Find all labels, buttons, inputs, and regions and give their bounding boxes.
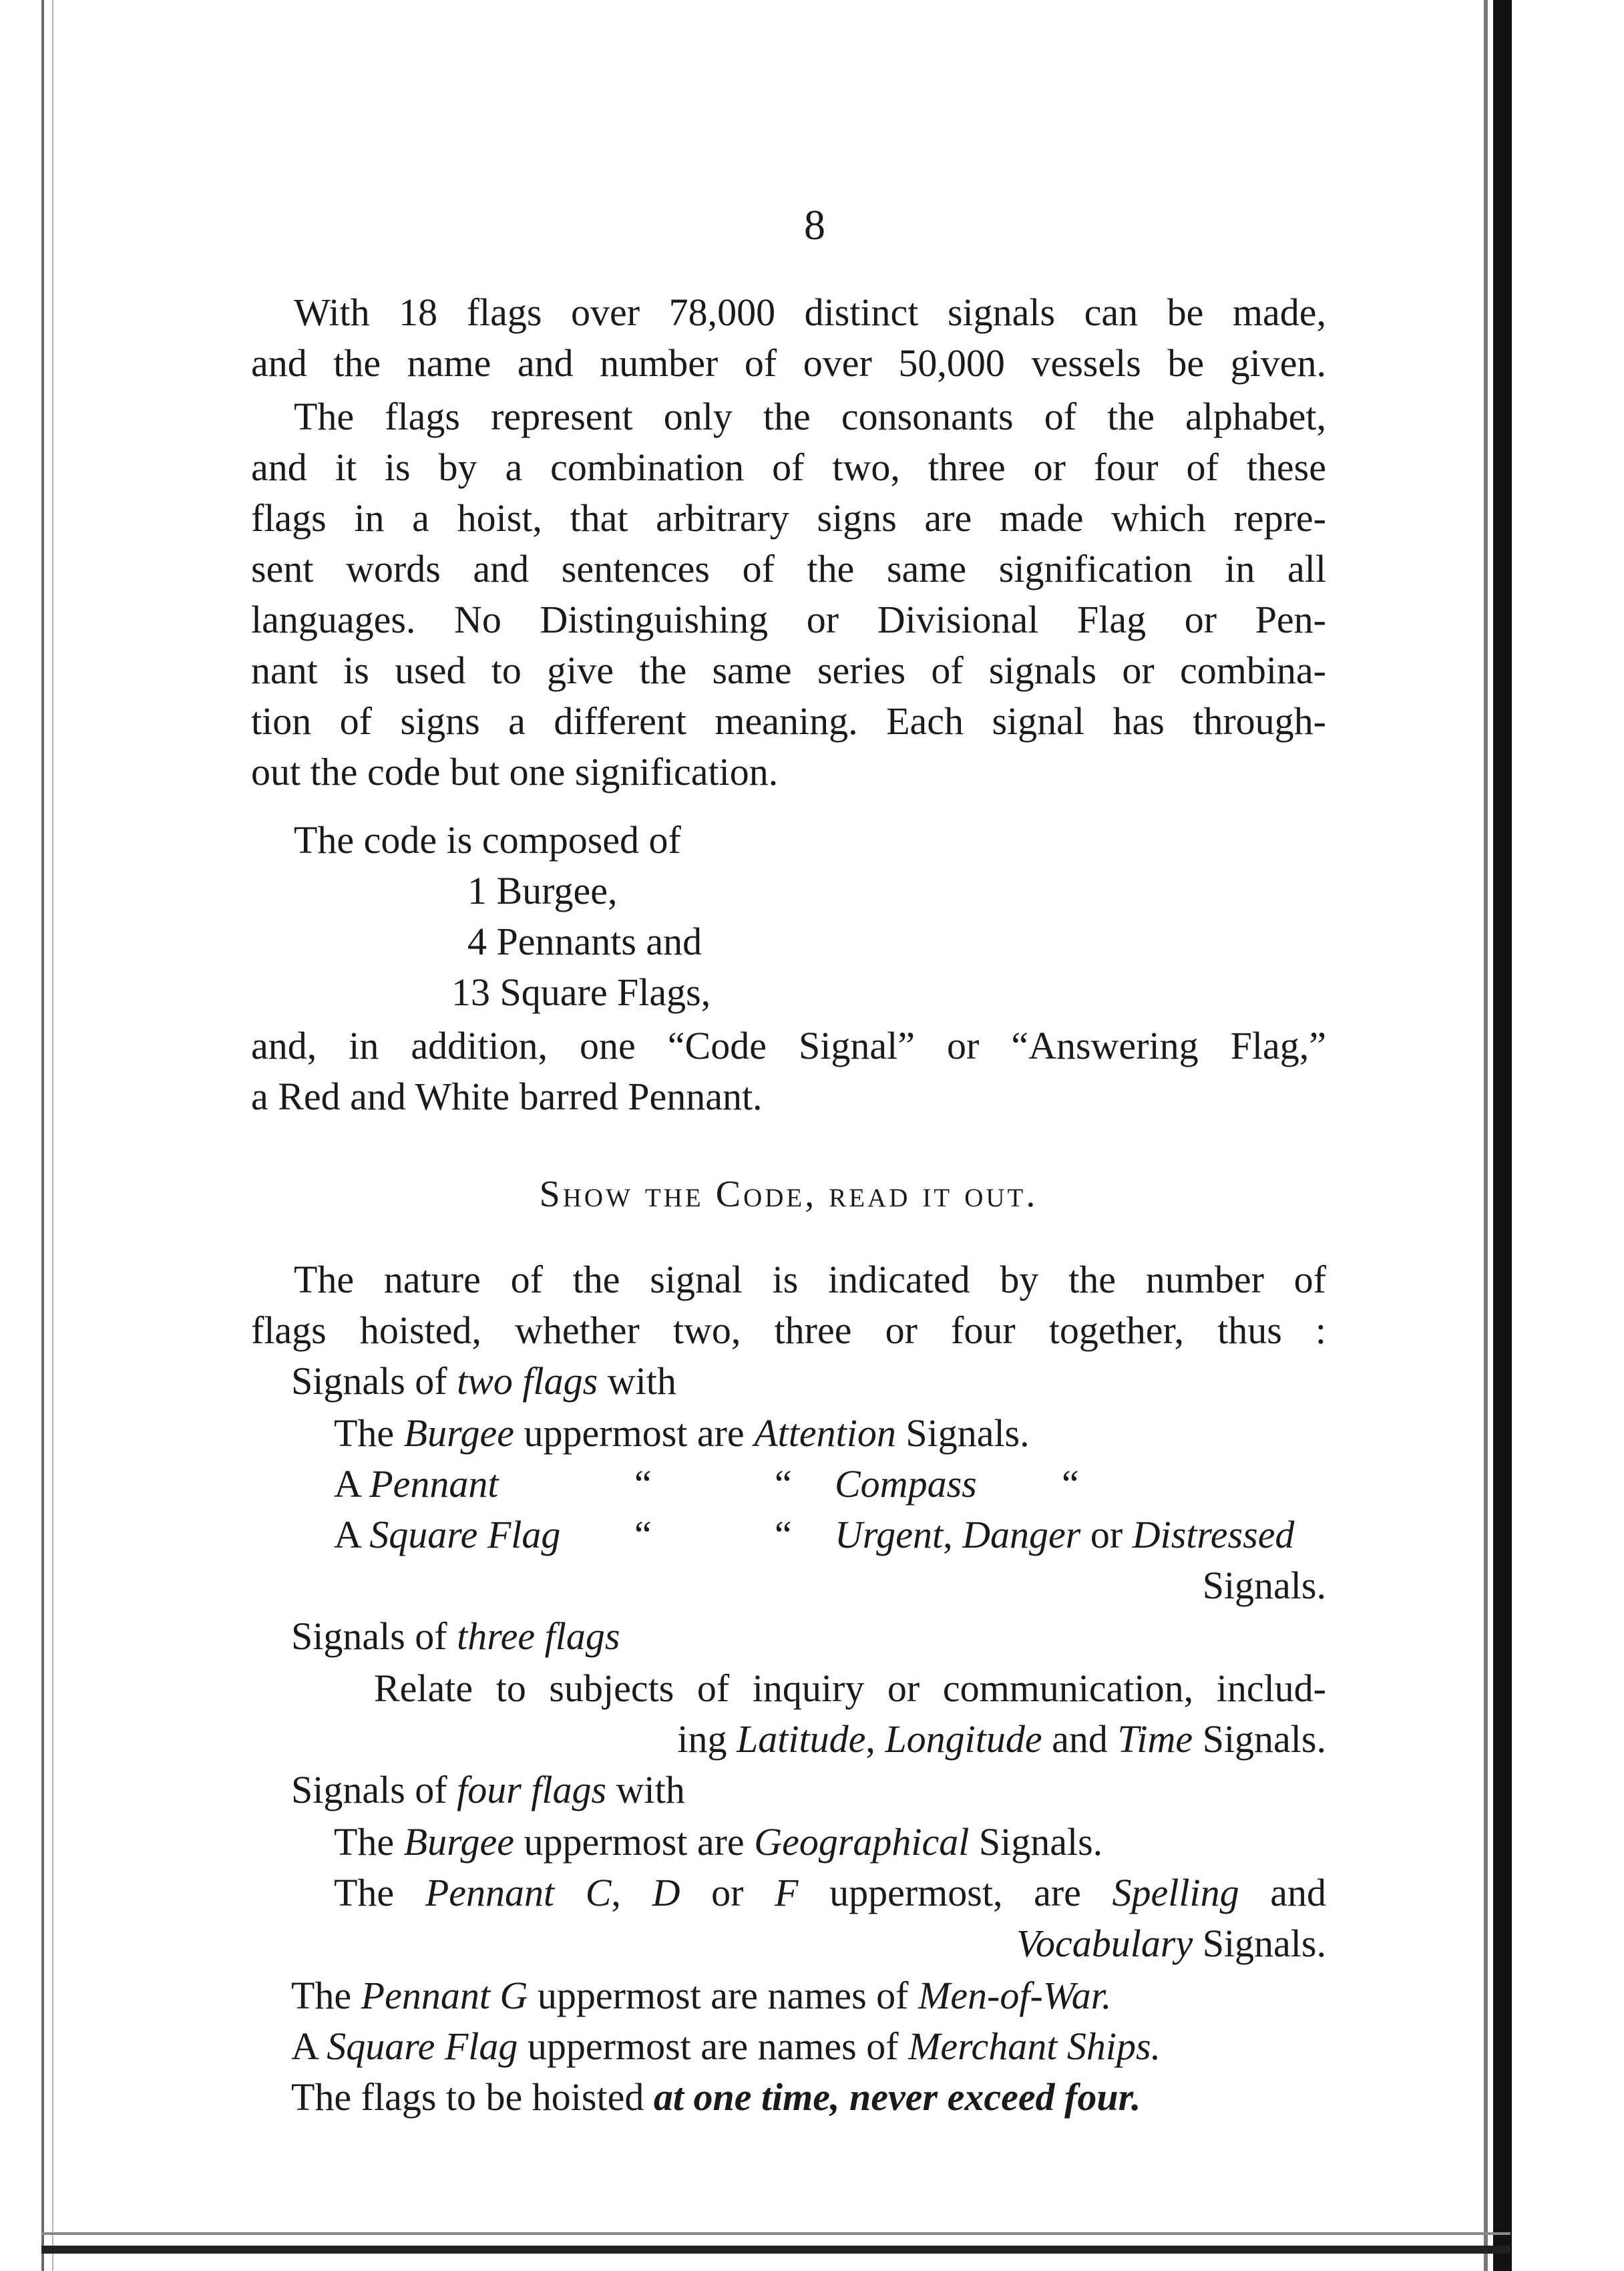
row-text: A	[334, 1462, 370, 1506]
para2-line-8: out the code but one signification.	[251, 750, 779, 794]
para1-line-1: With 18 flags over 78,000 distinct signals can be made,	[294, 291, 1326, 334]
row-em: Spelling	[1112, 1871, 1239, 1914]
four-flags-row-pennant	[334, 1869, 1326, 1917]
row-text: or	[680, 1871, 775, 1914]
code-after-line-1: and, in addition, one “Code Signal” or “Answering Flag,”	[251, 1024, 1326, 1067]
three-flags-intro-pre: Signals of	[291, 1614, 457, 1658]
row-em: Geographical	[754, 1820, 970, 1864]
three-flags-line-2	[534, 1715, 1326, 1763]
code-item-square-flags: 13 Square Flags,	[451, 971, 711, 1014]
page-edge-right-inner	[1484, 0, 1488, 2271]
ditto-mark: “	[1062, 1462, 1079, 1506]
two-flags-intro-post: with	[598, 1359, 676, 1403]
row-text: Signals.	[1193, 1922, 1326, 1965]
ditto-mark: “	[634, 1462, 652, 1506]
closing-line-2	[291, 2023, 1366, 2071]
para2-line-4: sent words and sentences of the same signification in all	[251, 547, 1326, 590]
two-flags-row-square-cont: Signals.	[1202, 1564, 1326, 1607]
para2-line-1: The flags represent only the consonants of the alphabet,	[294, 395, 1326, 438]
page-edge-bottom-inner	[41, 2232, 1510, 2235]
two-flags-intro	[291, 1357, 1366, 1405]
nature-line-1: The nature of the signal is indicated by the number of	[294, 1258, 1326, 1301]
para1-line-2: and the name and number of over 50,000 vessels be given.	[251, 341, 1326, 385]
row-text: The flags to be hoisted	[291, 2075, 654, 2119]
row-em: Burgee	[403, 1820, 515, 1864]
four-flags-row-pennant-cont	[251, 1920, 1326, 1968]
code-after-line-2: a Red and White barred Pennant.	[251, 1075, 763, 1118]
code-item-pennants: 4 Pennants and	[467, 920, 702, 963]
four-flags-intro-pre: Signals of	[291, 1768, 457, 1811]
row-text: uppermost are names of	[518, 2025, 909, 2068]
row-text: The	[334, 1820, 404, 1864]
code-intro: The code is composed of	[294, 818, 681, 862]
row-text: uppermost, are	[798, 1871, 1112, 1914]
two-flags-row-square	[334, 1511, 1409, 1559]
para2-line-7: tion of signs a different meaning. Each signal has through-	[251, 699, 1326, 743]
para2-line-5: languages. No Distinguishing or Divisional Flag or Pen-	[251, 598, 1326, 641]
row-em: F	[775, 1871, 799, 1914]
row-text: A	[334, 1513, 370, 1556]
row-em: Latitude	[737, 1717, 866, 1761]
row-text: ,	[611, 1871, 652, 1914]
four-flags-intro	[291, 1766, 1366, 1814]
para2-line-3: flags in a hoist, that arbitrary signs are made which repre-	[251, 496, 1326, 540]
row-em: Pennant	[369, 1462, 499, 1506]
page-edge-right	[1493, 0, 1512, 2271]
row-em: Square Flag	[327, 2025, 518, 2068]
row-text: ing	[677, 1717, 737, 1761]
row-em: Burgee	[403, 1411, 515, 1455]
para2-line-6: nant is used to give the same series of signals or combina-	[251, 649, 1326, 692]
row-text: A	[291, 2025, 327, 2068]
row-text: ,	[865, 1717, 885, 1761]
row-em: Vocabulary	[1016, 1922, 1193, 1965]
ditto-mark: “	[775, 1513, 792, 1556]
two-flags-intro-pre: Signals of	[291, 1359, 457, 1403]
two-flags-intro-em: two flags	[457, 1359, 598, 1403]
nature-line-2: flags hoisted, whether two, three or four together, thus :	[251, 1308, 1326, 1352]
row-text: uppermost are	[514, 1411, 755, 1455]
row-text: Signals.	[969, 1820, 1103, 1864]
closing-line-1	[291, 1972, 1366, 2020]
closing-line-3	[291, 2073, 1366, 2121]
ditto-mark: “	[634, 1513, 652, 1556]
page-edge-left-inner	[52, 0, 53, 2271]
row-text: and	[1042, 1717, 1118, 1761]
page-edge-bottom	[41, 2246, 1510, 2254]
row-em: Men-of-War.	[918, 1974, 1112, 2017]
row-text: The	[291, 1974, 361, 2017]
row-text: or	[1080, 1513, 1133, 1556]
row-em: Longitude	[885, 1717, 1042, 1761]
row-text: and	[1239, 1871, 1326, 1914]
code-item-burgee: 1 Burgee,	[467, 869, 618, 912]
row-em: Attention	[754, 1411, 896, 1455]
row-em: at one time, never exceed four.	[653, 2075, 1141, 2119]
three-flags-intro	[291, 1612, 1366, 1661]
four-flags-row-burgee	[334, 1818, 1409, 1866]
ditto-mark: “	[775, 1462, 792, 1506]
section-heading: Show the Code, read it out.	[539, 1174, 1038, 1215]
two-flags-row-burgee	[334, 1409, 1409, 1457]
page-number: 8	[804, 201, 825, 248]
four-flags-intro-em: four flags	[457, 1768, 607, 1811]
row-text: The	[334, 1411, 404, 1455]
two-flags-row-pennant	[334, 1460, 1409, 1508]
three-flags-line-1: Relate to subjects of inquiry or communication, includ-	[374, 1667, 1326, 1710]
row-em: Compass	[835, 1462, 977, 1506]
para2-line-2: and it is by a combination of two, three or four of these	[251, 446, 1326, 489]
row-em: D	[652, 1871, 680, 1914]
row-em: Pennant C	[425, 1871, 612, 1914]
row-text: ,	[943, 1513, 963, 1556]
three-flags-intro-em: three flags	[457, 1614, 620, 1658]
row-em: Merchant Ships.	[908, 2025, 1161, 2068]
row-em: Urgent	[835, 1513, 944, 1556]
row-text: uppermost are names of	[528, 1974, 918, 2017]
row-em: Danger	[962, 1513, 1081, 1556]
row-text: uppermost are	[514, 1820, 755, 1864]
four-flags-intro-post: with	[606, 1768, 685, 1811]
row-em: Distressed	[1132, 1513, 1295, 1556]
row-em: Pennant G	[361, 1974, 528, 2017]
row-em: Square Flag	[369, 1513, 561, 1556]
page-edge-left	[41, 0, 44, 2271]
row-text: The	[334, 1871, 425, 1914]
row-em: Time	[1117, 1717, 1193, 1761]
row-text: Signals.	[1193, 1717, 1326, 1761]
row-text: Signals.	[895, 1411, 1030, 1455]
